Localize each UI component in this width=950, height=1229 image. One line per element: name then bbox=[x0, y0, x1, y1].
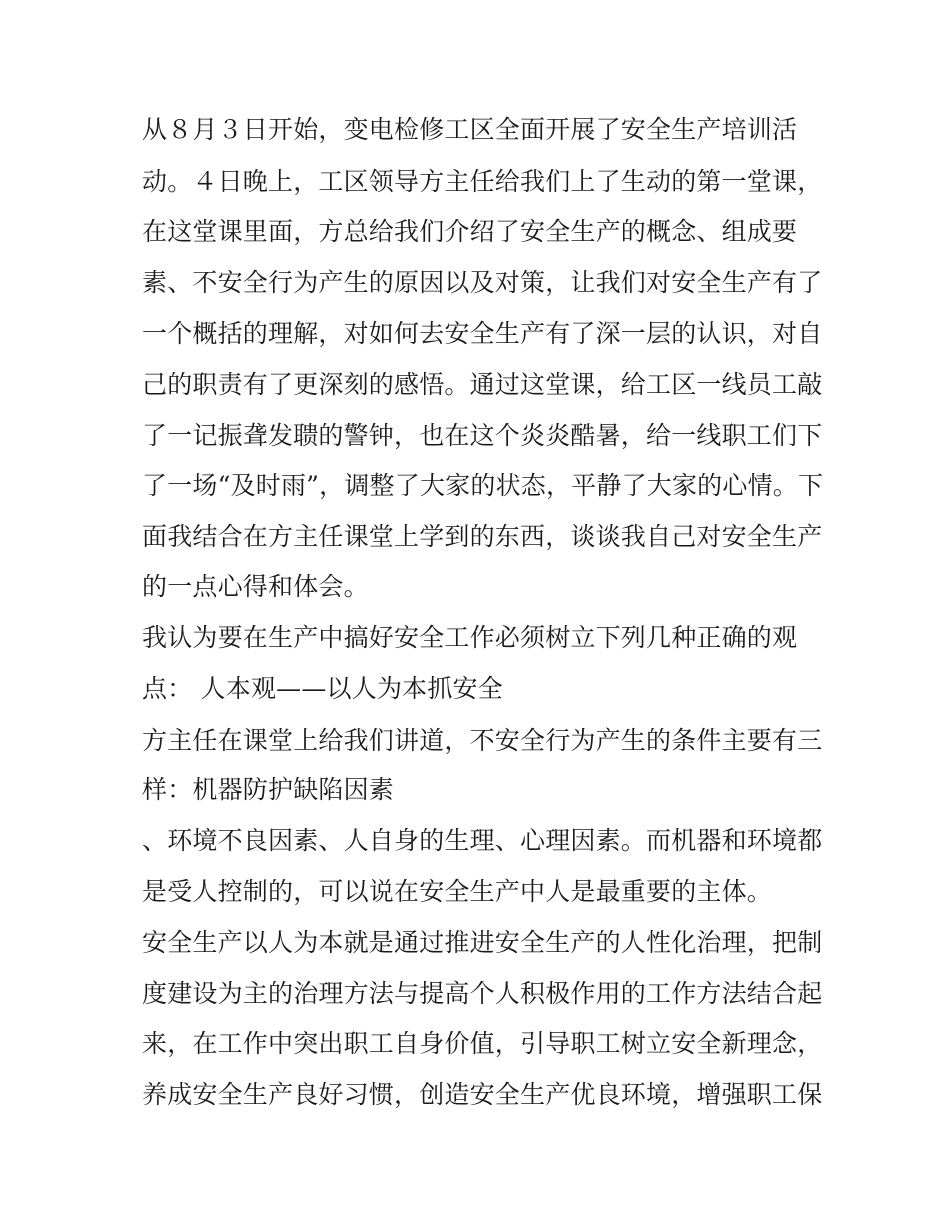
text-line: 在这堂课里面，方总给我们介绍了安全生产的概念、组成要 bbox=[142, 217, 798, 246]
text-line: 了一场“及时雨”，调整了大家的状态，平静了大家的心情。下 bbox=[142, 471, 824, 500]
text-line: 方主任在课堂上给我们讲道，不安全行为产生的条件主要有三 bbox=[142, 726, 823, 755]
text-line: 的一点心得和体会。 bbox=[142, 572, 369, 601]
text-line: 己的职责有了更深刻的感悟。通过这堂课，给工区一线员工敲 bbox=[142, 370, 823, 399]
text-line: 样：机器防护缺陷因素 bbox=[142, 775, 395, 804]
text-line: 点： 人本观——以人为本抓安全 bbox=[142, 674, 503, 703]
text-line: 度建设为主的治理方法与提高个人积极作用的工作方法结合起 bbox=[142, 979, 823, 1008]
text-line: 素、不安全行为产生的原因以及对策，让我们对安全生产有了 bbox=[142, 268, 823, 297]
text-line: 安全生产以人为本就是通过推进安全生产的人性化治理，把制 bbox=[142, 928, 823, 957]
text-line: 了一记振聋发聩的警钟，也在这个炎炎酷暑，给一线职工们下 bbox=[142, 421, 823, 450]
text-line: 我认为要在生产中搞好安全工作必须树立下列几种正确的观 bbox=[142, 623, 798, 652]
text-line: 一个概括的理解，对如何去安全生产有了深一层的认识，对自 bbox=[142, 319, 823, 348]
text-line: 、环境不良因素、人自身的生理、心理因素。而机器和环境都 bbox=[142, 826, 823, 855]
text-line: 是受人控制的，可以说在安全生产中人是最重要的主体。 bbox=[142, 877, 773, 906]
text-line: 从８月３日开始，变电检修工区全面开展了安全生产培训活 bbox=[142, 115, 798, 144]
text-line: 来，在工作中突出职工自身价值，引导职工树立安全新理念， bbox=[142, 1029, 823, 1058]
text-line: 动。４日晚上，工区领导方主任给我们上了生动的第一堂课， bbox=[142, 167, 823, 196]
text-line: 养成安全生产良好习惯，创造安全生产优良环境，增强职工保 bbox=[142, 1080, 823, 1109]
text-line: 面我结合在方主任课堂上学到的东西，谈谈我自己对安全生产 bbox=[142, 522, 823, 551]
